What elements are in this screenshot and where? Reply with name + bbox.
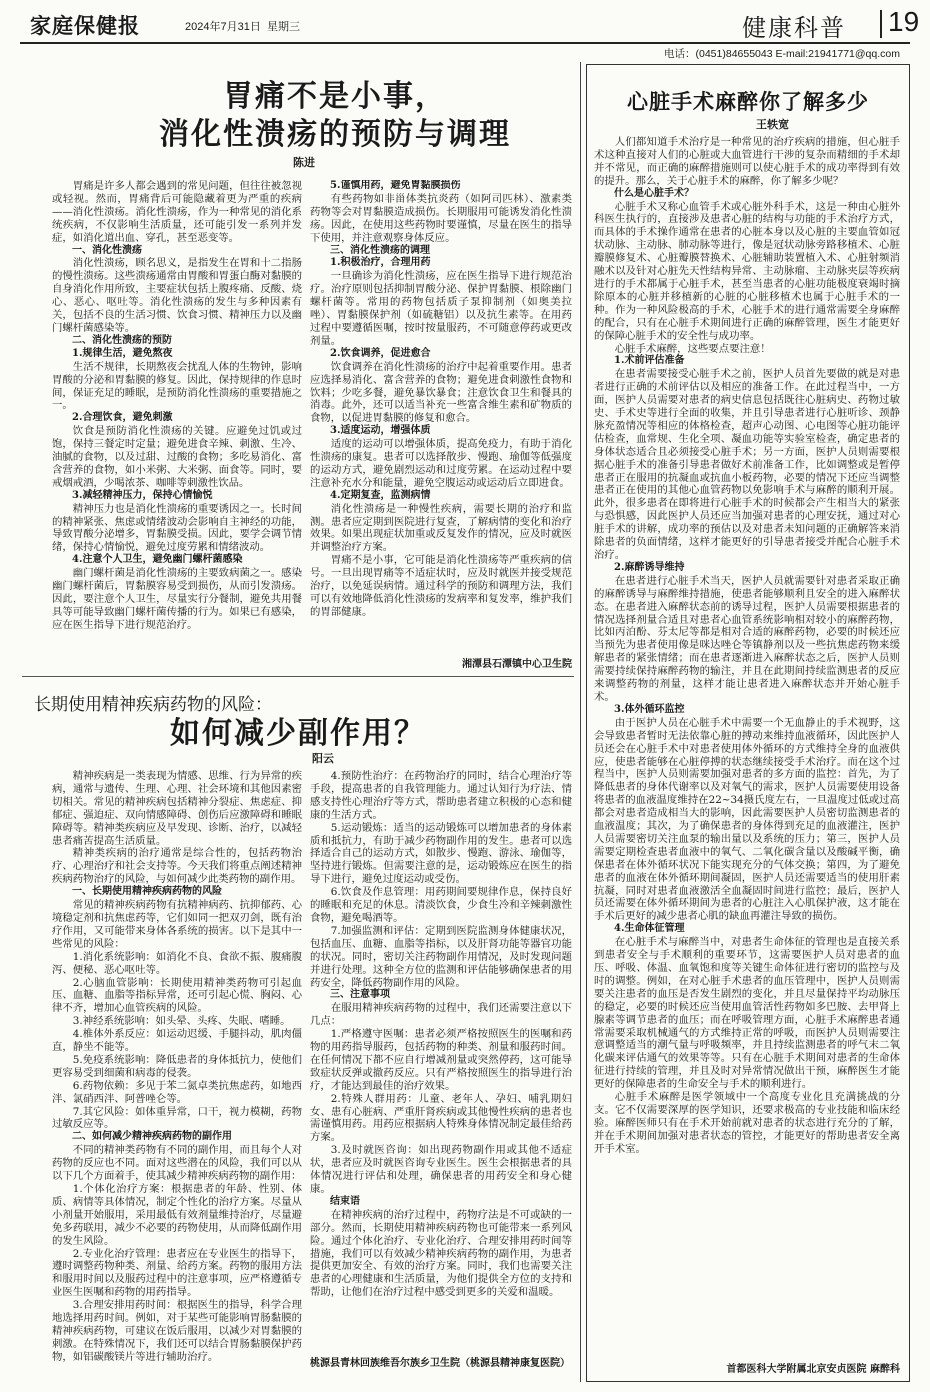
paragraph: 由于医护人员在心脏手术中需要一个无血静止的手术视野，这会导致患者暂时无法依靠心脏的搏动来维持血液循环，因此医护人员还会在心脏手术中对患者使用体外循环的方式维持全身的血液供应，使患者能够在心脏停搏的状态继续接受手术治疗。而在这个过程当中，医护人员则需要加强对患者的多方面的监控：首先，为了降低患者的身体代谢率以及对氧气的需求，医护人员需要使用设备将患者的血液温度维持在22~34摄氏度左右，一旦温度过低或过高都会对患者造成相当大的影响，因此需要医护人员密切监测患者的血液温度；其次，为了确保患者的身体得到充足的血液灌注，医护人员需要密切关注血泵的输出量以及系统的压力；第三，医护人员需要定期检查患者血液中的氧气、二氧化碳含量以及酸碱平衡，确保患者在体外循环状况下能实现充分的气体交换；第四，为了避免患者的血液在体外循环期间凝固，医护人员还需要适当的使用肝素抗凝，同时对患者血液激活全血凝固时间进行监控；最后，医护人员还需要在体外循环期间为患者的心脏注入心肌保护液，这才能在手术后更好的减少患者心肌的缺血再灌注导致的损伤。 xyxy=(594,716,900,923)
paragraph: 心脏手术麻醉是医学领域中一个高度专业化且充满挑战的分支。它不仅需要深厚的医学知识，还要求极高的专业技能和临床经验。麻醉医师只有在手术开始前就对患者的状态进行充分的了解，并在手术期间加强对患者状态的管控，才能更好的帮助患者安全离开手术室。 xyxy=(594,1091,900,1155)
paragraph: 在服用精神疾病药物的过程中，我们还需要注意以下几点： xyxy=(310,1002,572,1028)
subheading: 3.减轻精神压力，保持心情愉悦 xyxy=(72,489,213,501)
paragraph: 6.饮食及作息管理：用药期间要规律作息，保持良好的睡眠和充足的休息。清淡饮食，少食生冷和辛辣刺激性食物，避免喝酒等。 xyxy=(310,886,572,924)
masthead xyxy=(20,6,920,44)
paragraph: 1.个体化治疗方案：根据患者的年龄、性别、体质、病情等具体情况，制定个性化的治疗方案。尽量从小剂量开始服用，采用最低有效剂量维持治疗，尽量避免多药联用，减少不必要的药物使用，从而降低副作用的发生风险。 xyxy=(52,1183,302,1247)
subheading: 2.合理饮食，避免刺激 xyxy=(72,412,173,424)
subheading: 一、消化性溃疡 xyxy=(72,244,142,256)
article2-title: 如何减少副作用？ xyxy=(170,716,426,751)
subheading: 3.体外循环监控 xyxy=(614,703,685,715)
paragraph: 适度的运动可以增强体质，提高免疫力，有助于消化性溃疡的康复。患者可以选择散步、慢跑、瑜伽等低强度的运动方式，避免剧烈运动和过度劳累。在运动过程中要注意补充水分和能量，避免空腹运动或运动后立即进食。 xyxy=(310,438,572,489)
paragraph: 2.特殊人群用药：儿童、老年人、孕妇、哺乳期妇女、患有心脏病、严重肝肾疾病或其他慢性疾病的患者也需谨慎用药。用药应根据病人特殊身体情况制定最佳给药方案。 xyxy=(310,1092,572,1144)
article1-title: 胃痛不是小事， 消化性溃疡的预防与调理 xyxy=(159,79,511,152)
paragraph: 一旦确诊为消化性溃疡，应在医生指导下进行规范治疗。治疗原则包括抑制胃酸分泌、保护胃黏膜、根除幽门螺杆菌等。常用的药物包括质子泵抑制剂（如奥美拉唑）、胃黏膜保护剂（如硫糖铝）以及抗生素等。在用药过程中要遵循医嘱，按时按量服药，不可随意停药或更改剂量。 xyxy=(310,270,572,347)
article2-column1 xyxy=(52,770,302,1382)
subheading: 什么是心脏手术？ xyxy=(614,187,694,199)
subheading: 3.适度运动，增强体质 xyxy=(330,425,431,437)
article1-author: 陈进 xyxy=(293,156,315,169)
subheading: 2.饮食调养，促进愈合 xyxy=(330,347,431,359)
paragraph: 2.心脑血管影响：长期使用精神类药物可引起血压、血糖、血脂等指标异常，还可引起心慌、胸闷、心律不齐，增加心血管疾病的风险。 xyxy=(52,976,302,1015)
paragraph: 心脏手术又称心血管手术或心脏外科手术，这是一种由心脏外科医生执行的，直接涉及患者心脏的结构与功能的手术治疗方式，而具体的手术操作通常在患者的心脏本身以及心脏的主要血管如冠状动脉、主动脉、肺动脉等进行，像是冠状动脉旁路移植术、心脏瓣膜修复术、心脏瓣膜替换术、心脏辅助装置植入术、心脏射频消融术以及针对心脏先天性结构异常、主动脉瘤、主动脉夹层等疾病进行的手术都属于心脏手术，甚至当患者的心脏功能极度衰竭时摘除原本的心脏并移植新的心脏的心脏移植术也属于心脏手术的一种。作为一种风险极高的手术，心脏手术的进行通常需要全身麻醉的配合，只有在心脏手术期间进行正确的麻醉管理，医生才能更好的保障心脏手术的安全性与成功率。 xyxy=(594,200,900,342)
paragraph: 精神类疾病的治疗通常是综合性的，包括药物治疗、心理治疗和社会支持等。今天我们将重点阐述精神疾病药物治疗的风险，与如何减少此类药物的副作用。 xyxy=(52,847,302,886)
subheading: 5.谨慎用药，避免胃黏膜损伤 xyxy=(330,180,461,191)
article1-column2 xyxy=(310,180,572,648)
article2-column2 xyxy=(310,770,572,1350)
paragraph: 人们都知道手术治疗是一种常见的治疗疾病的措施，但心脏手术这种直接对人们的心脏或大血管进行干涉的复杂而精细的手术却并不常见，而正确的麻醉措施则可以使心脏手术的成功率得到有效的提升。那么，关于心脏手术的麻醉，你了解多少呢？ xyxy=(594,136,900,187)
paragraph: 2.专业化治疗管理：患者应在专业医生的指导下，遵时调整药物种类、剂量、给药方案。药物的服用方法和服用时间以及服药过程中的注意事项，应严格遵循专业医生医嘱和药物的用药指导。 xyxy=(52,1247,302,1299)
column-divider xyxy=(580,62,581,1382)
paragraph: 在患者需要接受心脏手术之前，医护人员首先要做的就是对患者进行正确的术前评估以及相应的准备工作。在此过程当中，一方面，医护人员需要对患者的病史信息包括既往心脏病史、药物过敏史、手术史等进行全面的收集，并且引导患者进行心脏听诊、颈静脉充盈情况等相应的体格检查，超声心动图、心电图等心脏功能评估检查，血常规、生化全项、凝血功能等实验室检查，确定患者的身体状态适合且必须接受心脏手术；另一方面，医护人员则需要根据心脏手术的准备引导患者做好术前准备工作，比如调整或是暂停患者正在服用的抗凝血或抗血小板药物，必要的情况下还应当调整患者正在使用的其他心血管药物以免影响手术与麻醉的顺利开展。此外，很多患者在即将进行心脏手术的时候都会产生相当大的紧张与恐惧感，因此医护人员还应当加强对患者的心理安抚，通过对心脏手术的讲解，成功率的预估以及对患者未知问题的正确解答来消除患者的负面情绪，这样才能更好的引导患者接受并配合心脏手术治疗。 xyxy=(594,368,900,561)
article3-author: 王轶宽 xyxy=(756,118,789,131)
paragraph: 精神疾病是一类表现为情感、思维、行为异常的疾病，通常与遗传、生理、心理、社会环境和其他因素密切相关。常见的精神疾病包括精神分裂症、焦虑症、抑郁症、强迫症、双向情感障碍、创伤后应激障碍和睡眠障碍等。精神类疾病应及早发现、诊断、治疗，以减轻患者痛苦提高生活质量。 xyxy=(52,770,302,847)
article3-signature: 首都医科大学附属北京安贞医院 麻醉科 xyxy=(726,1364,900,1375)
article1-column1 xyxy=(52,180,302,672)
paragraph: 消化性溃疡是一种慢性疾病，需要长期的治疗和监测。患者应定期到医院进行复查，了解病情的变化和治疗效果。如果出现症状加重或反复发作的情况，应及时就医并调整治疗方案。 xyxy=(310,502,572,554)
section-name: 健康科普 xyxy=(742,14,846,42)
paragraph: 1.严格遵守医嘱：患者必须严格按照医生的医嘱和药物的用药指导服药，包括药物的种类、剂量和服药时间。在任何情况下都不应自行增减剂量或突然停药，这可能导致症状反弹或撤药反应。只有严格按照医生的指导进行治疗，才能达到最佳的治疗效果。 xyxy=(310,1028,572,1092)
paragraph: 7.其它风险：如体重异常，口干，视力模糊，药物过敏反应等。 xyxy=(52,1105,302,1131)
paragraph: 胃痛是许多人都会遇到的常见问题，但往往被忽视或轻视。然而，胃痛背后可能隐藏着更为严重的疾病——消化性溃疡。消化性溃疡，作为一种常见的消化系统疾病，不仅影响生活质量，还可能引发一系列并发症，如消化道出血、穿孔，甚至恶变等。 xyxy=(52,180,302,244)
paragraph: 有些药物如非甾体类抗炎药（如阿司匹林）、激素类药物等会对胃黏膜造成损伤。长期服用可能诱发消化性溃疡。因此，在使用这些药物时要谨慎，尽量在医生的指导下使用，并注意观察身体反应。 xyxy=(310,192,572,244)
subheading: 1.规律生活，避免熬夜 xyxy=(72,347,173,359)
subheading: 1.积极治疗，合理用药 xyxy=(330,257,431,269)
issue-date: 2024年7月31日 星期三 xyxy=(185,21,300,33)
article2-author: 阳云 xyxy=(312,752,334,765)
paragraph: 消化性溃疡，顾名思义，是指发生在胃和十二指肠的慢性溃疡。这些溃疡通常由胃酸和胃蛋白酶对黏膜的自身消化作用所致，主要症状包括上腹疼痛、反酸、烧心、恶心、呕吐等。消化性溃疡的发生与多种因素有关，包括不良的生活习惯、饮食习惯、精神压力以及幽门螺杆菌感染等。 xyxy=(52,257,302,334)
paragraph: 生活不规律，长期熬夜会扰乱人体的生物钟，影响胃酸的分泌和胃黏膜的修复。因此，保持规律的作息时间，保证充足的睡眠，是预防消化性溃疡的重要措施之一。 xyxy=(52,360,302,412)
newspaper-name: 家庭保健报 xyxy=(30,14,140,38)
subheading: 三、消化性溃疡的调理 xyxy=(330,244,430,256)
subheading: 4.定期复查，监测病情 xyxy=(330,489,431,501)
article2-kicker: 长期使用精神疾病药物的风险： xyxy=(34,695,272,715)
subheading: 二、如何减少精神疾病药物的副作用 xyxy=(72,1131,232,1143)
paragraph: 1.消化系统影响：如消化不良、食欲不振、腹痛腹泻、便秘、恶心呕吐等。 xyxy=(52,950,302,976)
paragraph: 在精神疾病的治疗过程中，药物疗法是不可或缺的一部分。然而，长期使用精神疾病药物也可能带来一系列风险。通过个体化治疗、专业化治疗、合理安排用药时间等措施，我们可以有效减少精神疾病药物的副作用，为患者提供更加安全、有效的治疗方案。同时，我们也需要关注患者的心理健康和生活质量，为他们提供全方位的支持和帮助，让他们在治疗过程中感受到更多的关爱和温暖。 xyxy=(310,1208,572,1299)
paragraph: 胃痛不是小事，它可能是消化性溃疡等严重疾病的信号。一旦出现胃痛等不适症状时，应及时就医并接受规范治疗，以免延误病情。通过科学的预防和调理方法，我们可以有效地降低消化性溃疡的发病率和复发率，维护我们的胃部健康。 xyxy=(310,554,572,618)
paragraph: 6.药物依赖：多见于苯二氮卓类抗焦虑药，如地西泮、氯硝西泮、阿普唑仑等。 xyxy=(52,1079,302,1105)
paragraph: 3.合理安排用药时间：根据医生的指导，科学合理地选择用药时间。例如，对于某些可能影响胃肠黏膜的精神疾病药物，可建议在饭后服用，以减少对胃黏膜的刺激。在特殊情况下，我们还可以结合胃肠黏膜保护药物，如铝碳酸镁片等进行辅助治疗。 xyxy=(52,1299,302,1363)
paragraph: 常见的精神疾病药物有抗精神病药、抗抑郁药、心境稳定剂和抗焦虑药等，它们如同一把双刃剑，既有治疗作用，又可能带来身体各系统的损害。以下是其中一些常见的风险： xyxy=(52,899,302,950)
paragraph: 饮食调养在消化性溃疡的治疗中起着重要作用。患者应选择易消化、富含营养的食物；避免进食刺激性食物和饮料；少吃多餐，避免暴饮暴食；注意饮食卫生和餐具的消毒。此外，还可以适当补充一些富含维生素和矿物质的食物，以促进胃黏膜的修复和愈合。 xyxy=(310,360,572,425)
paragraph: 精神压力也是消化性溃疡的重要诱因之一。长时间的精神紧张、焦虑或情绪波动会影响自主神经的功能，导致胃酸分泌增多，胃黏膜受损。因此，要学会调节情绪，保持心情愉悦，避免过度劳累和情绪波动。 xyxy=(52,502,302,554)
paragraph: 心脏手术麻醉，这些要点要注意！ xyxy=(614,342,771,355)
subheading: 1.术前评估准备 xyxy=(614,355,685,367)
paragraph: 4.预防性治疗：在药物治疗的同时，结合心理治疗等手段，提高患者的自我管理能力。通过认知行为疗法、情感支持性心理治疗等方式，帮助患者建立积极的心态和健康的生活方式。 xyxy=(310,770,572,821)
paragraph: 幽门螺杆菌是消化性溃疡的主要致病菌之一。感染幽门螺杆菌后，胃黏膜容易受到损伤，从而引发溃疡。因此，要注意个人卫生，尽量实行分餐制，避免共用餐具等可能导致幽门螺杆菌传播的行为。如果已有感染，应在医生指导下进行规范治疗。 xyxy=(52,567,302,631)
subheading: 三、注意事项 xyxy=(330,989,390,1001)
masthead-divider xyxy=(880,10,882,38)
article1-signature: 湘潭县石潭镇中心卫生院 xyxy=(462,659,572,670)
paragraph: 5.运动锻炼：适当的运动锻炼可以增加患者的身体素质和抵抗力，有助于减少药物副作用的发生。患者可以选择适合自己的运动方式，如散步、慢跑、游泳、瑜伽等，坚持进行锻炼。但需要注意的是，运动锻炼应在医生的指导下进行，避免过度运动或受伤。 xyxy=(310,821,572,886)
subheading: 结束语 xyxy=(330,1195,360,1207)
paragraph: 在心脏手术与麻醉当中，对患者生命体征的管理也是直接关系到患者安全与手术顺利的重要环节，这需要医护人员对患者的血压、呼吸、体温、血氧饱和度等关键生命体征进行密切的监控与及时的调整。例如，在对心脏手术患者的血压管理中，医护人员则需要关注患者的血压是否发生剧烈的变化，并且尽量保持平均动脉压的稳定，必要的时候还应当使用血管活性药物如多巴胺、去甲肾上腺素等调节患者的血压；而在呼吸管理方面，心脏手术麻醉患者通常需要采取机械通气的方式维持正常的呼吸，而医护人员则需要注意调整适当的潮气量与呼吸频率，并且持续监测患者的呼气末二氧化碳来评估通气的效果等等。只有在心脏手术期间对患者的生命体征进行持续的管理，并且及时对异常情况做出干预，麻醉医生才能更好的保障患者的生命安全与手术的顺利进行。 xyxy=(594,936,900,1091)
paragraph: 5.免疫系统影响：降低患者的身体抵抗力，使他们更容易受到细菌和病毒的侵袭。 xyxy=(52,1053,302,1079)
page-number: 19 xyxy=(888,6,920,37)
contact-line: 电话：(0451)84655043 E-mail:21941771@qq.com xyxy=(664,48,900,60)
subheading: 4.生命体征管理 xyxy=(614,923,685,935)
paragraph: 7.加强监测和评估：定期到医院监测身体健康状况，包括血压、血糖、血脂等指标，以及肝肾功能等器官功能的状况。同时，密切关注药物副作用情况，及时发现问题并进行处理。这种全方位的监测和评估能够确保患者的用药安全，降低药物副作用的风险。 xyxy=(310,924,572,989)
subheading: 4.注意个人卫生，避免幽门螺杆菌感染 xyxy=(72,554,243,566)
paragraph: 4.椎体外系反应：如运动迟缓、手腿抖动，肌肉僵直，静坐不能等。 xyxy=(52,1028,302,1054)
paragraph: 3.及时就医咨询：如出现药物副作用或其他不适症状，患者应及时就医咨询专业医生。医生会根据患者的具体情况进行评估和处理，确保患者的用药安全和身心健康。 xyxy=(310,1144,572,1195)
article2-signature: 桃源县青林回族维吾尔族乡卫生院（桃源县精神康复医院） xyxy=(310,1358,570,1369)
subheading: 一、长期使用精神疾病药物的风险 xyxy=(72,886,222,898)
paragraph: 不同的精神类药物有不同的副作用，而且每个人对药物的反应也不同。面对这些潜在的风险，我们可以从以下几个方面着手，使其减少精神疾病药物的副作用： xyxy=(52,1144,302,1183)
article3-title: 心脏手术麻醉你了解多少 xyxy=(627,89,869,114)
subheading: 2.麻醉诱导维持 xyxy=(614,561,685,573)
article3-body xyxy=(594,136,900,1358)
article-separator xyxy=(22,676,574,677)
subheading: 二、消化性溃疡的预防 xyxy=(72,334,172,346)
paragraph: 在患者进行心脏手术当天，医护人员就需要针对患者采取正确的麻醉诱导与麻醉维持措施，使患者能够顺利且安全的进入麻醉状态。在患者进入麻醉状态前的诱导过程，医护人员需要根据患者的情况选择剂量合适且对患者心血管系统影响相对较小的麻醉药物，比如丙泊酚、芬太尼等都是相对合适的麻醉药物，必要的时候还应当预先为患者使用像是咪达唑仑等镇静剂以及一些抗焦虑药物来缓解患者的紧张情绪；而在患者逐渐进入麻醉状态之后，医护人员则需要持续保持麻醉药物的输注，并且在此期间持续监测患者的反应来调整药物的剂量，这样才能让患者进入麻醉状态并开始心脏手术。 xyxy=(594,574,900,703)
paragraph: 饮食是预防消化性溃疡的关键。应避免过饥或过饱，保持三餐定时定量；避免进食辛辣、刺激、生冷、油腻的食物，以及过甜、过酸的食物；多吃易消化、富含营养的食物，如小米粥、大米粥、面食等。同时，要戒烟戒酒，少喝浓茶、咖啡等刺激性饮品。 xyxy=(52,425,302,489)
paragraph: 3.神经系统影响：如头晕、头疼、失眠、嗜睡。 xyxy=(72,1015,291,1028)
